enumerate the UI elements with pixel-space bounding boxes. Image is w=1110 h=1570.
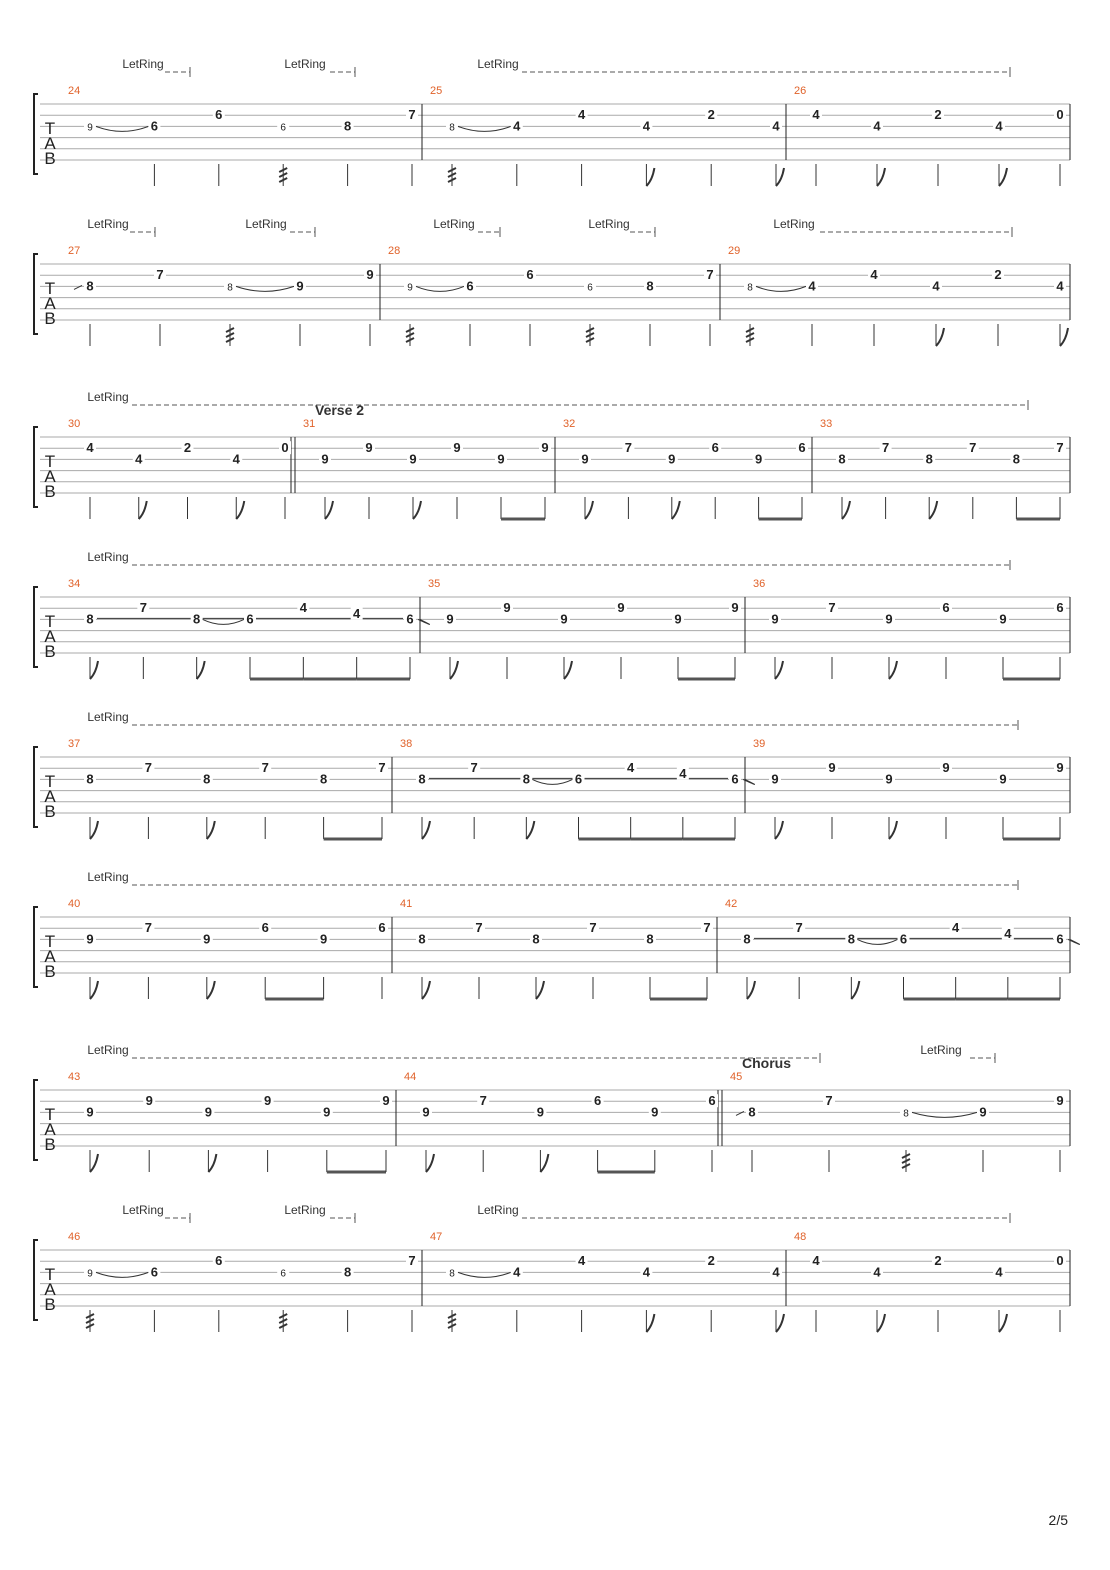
measure-number: 26	[794, 85, 807, 97]
note-flag	[207, 821, 215, 839]
fret-number: 7	[475, 920, 483, 936]
fret-number: 7	[156, 267, 164, 283]
fret-number: 6	[942, 600, 950, 616]
grace-fret-number: 9	[87, 122, 93, 134]
note-flag	[197, 661, 205, 679]
fret-number: 8	[838, 451, 846, 467]
system-bracket	[34, 94, 38, 174]
note-flag	[646, 168, 654, 186]
fret-number: 8	[646, 278, 654, 294]
let-ring-label: LetRing	[87, 217, 129, 231]
measure-number: 37	[68, 738, 81, 750]
fret-number: 8	[86, 611, 94, 627]
tie-arc	[416, 286, 464, 291]
fret-number: 9	[828, 760, 836, 776]
fret-number: 9	[86, 1104, 94, 1120]
let-ring-label: LetRing	[284, 1203, 326, 1217]
fret-number: 9	[319, 931, 328, 947]
measure-number: 31	[303, 418, 316, 430]
measure-number: 27	[68, 245, 81, 257]
tie-arc	[756, 286, 806, 291]
fret-number: 6	[711, 440, 719, 456]
fret-number: 6	[466, 278, 474, 294]
note-flag	[889, 821, 897, 839]
fret-number: 6	[899, 931, 908, 947]
fret-number: 6	[246, 611, 254, 627]
system-bracket	[34, 747, 38, 827]
fret-number: 9	[263, 1093, 272, 1109]
fret-number: 8	[193, 611, 201, 627]
tie-arc	[236, 286, 294, 291]
fret-number: 4	[577, 107, 586, 123]
let-ring-label: LetRing	[284, 57, 326, 71]
tie-arc	[912, 1112, 977, 1117]
note-flag	[236, 501, 244, 519]
fret-number: 6	[215, 1253, 223, 1269]
fret-number: 8	[532, 931, 540, 947]
fret-number: 2	[934, 1253, 942, 1269]
measure-number: 38	[400, 738, 413, 750]
fret-number: 4	[995, 1264, 1003, 1280]
fret-number: 8	[418, 771, 426, 787]
fret-number: 8	[646, 931, 654, 947]
fret-number: 9	[382, 1093, 390, 1109]
grace-fret-number: 9	[87, 1268, 93, 1280]
system-bracket	[34, 427, 38, 507]
fret-number: 8	[743, 931, 751, 947]
tab-clef-letter: A	[44, 787, 56, 806]
note-flag	[90, 981, 98, 999]
fret-number: 8	[418, 931, 426, 947]
fret-number: 4	[577, 1253, 586, 1269]
fret-number: 9	[422, 1104, 430, 1120]
tab-clef-letter: A	[44, 294, 56, 313]
note-flag	[776, 1314, 784, 1332]
fret-number: 9	[497, 451, 505, 467]
fret-number: 4	[642, 118, 651, 134]
fret-number: 4	[679, 765, 687, 781]
fret-number: 9	[323, 1104, 331, 1120]
grace-fret-number: 8	[449, 1268, 455, 1280]
fret-number: 4	[299, 600, 307, 616]
fret-number: 7	[881, 440, 890, 456]
tab-clef-letter: A	[44, 627, 56, 646]
let-ring-label: LetRing	[245, 217, 287, 231]
fret-number: 4	[772, 1264, 780, 1280]
fret-number: 0	[281, 440, 289, 456]
measure-number: 32	[563, 418, 576, 430]
fret-number: 4	[812, 107, 820, 123]
fret-number: 4	[873, 1264, 881, 1280]
fret-number: 9	[560, 611, 568, 627]
note-flag	[775, 821, 783, 839]
tab-clef-letter: B	[44, 1295, 56, 1314]
fret-number: 6	[574, 771, 583, 787]
fret-number: 8	[203, 771, 211, 787]
grace-fret-number: 8	[903, 1108, 909, 1120]
note-flag	[540, 1154, 548, 1172]
system-bracket	[34, 1240, 38, 1320]
note-flag	[851, 981, 859, 999]
tab-clef-letter: T	[44, 772, 56, 791]
fret-number: 2	[707, 1253, 715, 1269]
fret-number: 0	[1056, 107, 1064, 123]
measure-number: 36	[753, 578, 766, 590]
fret-number: 8	[343, 118, 352, 134]
fret-number: 9	[668, 451, 676, 467]
fret-number: 9	[503, 600, 511, 616]
let-ring-label: LetRing	[477, 1203, 519, 1217]
fret-number: 6	[798, 440, 806, 456]
fret-number: 8	[319, 771, 328, 787]
grace-fret-number: 8	[227, 282, 233, 294]
let-ring-label: LetRing	[477, 57, 519, 71]
tab-clef-letter: B	[44, 962, 56, 981]
measure-number: 47	[430, 1231, 443, 1243]
fret-number: 6	[378, 920, 386, 936]
fret-number: 2	[994, 267, 1002, 283]
fret-number: 4	[812, 1253, 820, 1269]
tab-clef-letter: T	[44, 279, 56, 298]
note-flag	[747, 981, 755, 999]
fret-number: 8	[343, 1264, 352, 1280]
note-flag	[672, 501, 680, 519]
fret-number: 6	[1056, 600, 1064, 616]
note-flag	[90, 661, 98, 679]
fret-number: 4	[1004, 925, 1012, 941]
tab-clef-letter: B	[44, 802, 56, 821]
fret-number: 9	[296, 278, 304, 294]
let-ring-label: LetRing	[87, 550, 129, 564]
fret-number: 9	[365, 440, 373, 456]
tab-clef-letter: B	[44, 1135, 56, 1154]
fret-number: 6	[150, 1264, 159, 1280]
fret-number: 7	[144, 760, 153, 776]
fret-number: 9	[581, 451, 589, 467]
tab-clef-letter: A	[44, 947, 56, 966]
fret-number: 4	[86, 440, 94, 456]
tab-clef-letter: T	[44, 932, 56, 951]
fret-number: 9	[731, 600, 739, 616]
note-flag	[536, 981, 544, 999]
fret-number: 6	[261, 920, 269, 936]
fret-number: 0	[1056, 1253, 1064, 1269]
fret-number: 4	[627, 760, 635, 776]
note-flag	[842, 501, 850, 519]
measure-number: 40	[68, 898, 81, 910]
grace-fret-number: 6	[587, 282, 593, 294]
fret-number: 9	[754, 451, 763, 467]
note-flag	[585, 501, 593, 519]
note-flag	[877, 168, 885, 186]
fret-number: 9	[617, 600, 625, 616]
let-ring-label: LetRing	[87, 870, 129, 884]
fret-number: 7	[703, 920, 711, 936]
fret-number: 6	[215, 107, 223, 123]
note-flag	[450, 661, 458, 679]
tab-clef-letter: T	[44, 1265, 56, 1284]
fret-number: 7	[378, 760, 386, 776]
measure-number: 34	[68, 578, 81, 590]
grace-fret-number: 6	[280, 1268, 286, 1280]
note-flag	[999, 1314, 1007, 1332]
fret-number: 8	[522, 771, 530, 787]
note-flag	[646, 1314, 654, 1332]
note-flag	[422, 821, 430, 839]
measure-number: 45	[730, 1071, 743, 1083]
tie-arc	[857, 939, 897, 944]
fret-number: 6	[731, 771, 739, 787]
fret-number: 4	[870, 267, 878, 283]
let-ring-label: LetRing	[122, 1203, 164, 1217]
note-flag	[889, 661, 897, 679]
fret-number: 4	[952, 920, 960, 936]
fret-number: 7	[479, 1093, 487, 1109]
fret-number: 9	[942, 760, 950, 776]
system-bracket	[34, 1080, 38, 1160]
fret-number: 9	[145, 1093, 153, 1109]
tab-clef-letter: B	[44, 642, 56, 661]
note-flag	[936, 328, 944, 346]
note-flag	[999, 168, 1007, 186]
measure-number: 44	[404, 1071, 417, 1083]
note-flag	[426, 1154, 434, 1172]
tab-clef-letter: A	[44, 134, 56, 153]
fret-number: 7	[706, 267, 714, 283]
note-flag	[139, 501, 147, 519]
fret-number: 9	[409, 451, 417, 467]
fret-number: 4	[808, 278, 816, 294]
grace-fret-number: 8	[747, 282, 753, 294]
fret-number: 2	[934, 107, 942, 123]
fret-number: 9	[321, 451, 329, 467]
fret-number: 6	[708, 1093, 716, 1109]
note-flag	[90, 1154, 98, 1172]
fret-number: 4	[1056, 278, 1064, 294]
fret-number: 7	[1056, 440, 1064, 456]
fret-number: 7	[825, 1093, 833, 1109]
tie-arc	[203, 619, 244, 624]
fret-number: 6	[406, 611, 414, 627]
tie-arc	[458, 1272, 511, 1277]
fret-number: 9	[541, 440, 549, 456]
fret-number: 6	[150, 118, 159, 134]
note-flag	[877, 1314, 885, 1332]
fret-number: 9	[366, 267, 374, 283]
fret-number: 9	[453, 440, 461, 456]
measure-number: 35	[428, 578, 441, 590]
measure-number: 48	[794, 1231, 807, 1243]
fret-number: 7	[408, 1253, 416, 1269]
fret-number: 6	[1056, 931, 1064, 947]
fret-number: 9	[536, 1104, 545, 1120]
fret-number: 7	[408, 107, 416, 123]
grace-fret-number: 9	[407, 282, 413, 294]
tab-clef-letter: B	[44, 309, 56, 328]
tab-clef-letter: T	[44, 119, 56, 138]
fret-number: 4	[772, 118, 780, 134]
let-ring-label: LetRing	[588, 217, 630, 231]
fret-number: 9	[885, 611, 893, 627]
note-flag	[1060, 328, 1068, 346]
section-label: Chorus	[742, 1055, 791, 1071]
fret-number: 4	[232, 451, 240, 467]
measure-number: 43	[68, 1071, 81, 1083]
fret-number: 4	[995, 118, 1003, 134]
let-ring-label: LetRing	[87, 390, 129, 404]
note-flag	[776, 168, 784, 186]
fret-number: 9	[999, 611, 1007, 627]
tie-arc	[96, 1272, 148, 1277]
fret-number: 7	[139, 600, 147, 616]
fret-number: 8	[847, 931, 855, 947]
fret-number: 8	[86, 771, 94, 787]
measure-number: 39	[753, 738, 766, 750]
tie-arc	[532, 779, 572, 784]
fret-number: 4	[513, 118, 521, 134]
let-ring-label: LetRing	[87, 1043, 129, 1057]
let-ring-label: LetRing	[920, 1043, 962, 1057]
fret-number: 8	[925, 451, 933, 467]
fret-number: 7	[144, 920, 153, 936]
system-bracket	[34, 587, 38, 667]
fret-number: 9	[885, 771, 893, 787]
tie-arc	[96, 126, 148, 131]
note-flag	[413, 501, 421, 519]
system-bracket	[34, 254, 38, 334]
page-number: 2/5	[1048, 1512, 1068, 1528]
fret-number: 7	[624, 440, 633, 456]
fret-number: 6	[526, 267, 534, 283]
note-flag	[325, 501, 333, 519]
measure-number: 46	[68, 1231, 81, 1243]
fret-number: 4	[135, 451, 143, 467]
fret-number: 4	[873, 118, 881, 134]
fret-number: 9	[1056, 1093, 1064, 1109]
note-flag	[775, 661, 783, 679]
fret-number: 4	[932, 278, 940, 294]
tab-clef-letter: T	[44, 612, 56, 631]
fret-number: 9	[86, 931, 94, 947]
fret-number: 7	[969, 440, 977, 456]
fret-number: 9	[1056, 760, 1064, 776]
measure-number: 25	[430, 85, 443, 97]
let-ring-label: LetRing	[87, 710, 129, 724]
fret-number: 9	[771, 771, 779, 787]
fret-number: 6	[593, 1093, 602, 1109]
measure-number: 41	[400, 898, 413, 910]
measure-number: 30	[68, 418, 81, 430]
fret-number: 8	[1012, 451, 1021, 467]
tab-clef-letter: B	[44, 482, 56, 501]
fret-number: 2	[183, 440, 192, 456]
note-flag	[526, 821, 534, 839]
fret-number: 9	[771, 611, 779, 627]
note-flag	[929, 501, 937, 519]
measure-number: 24	[68, 85, 81, 97]
fret-number: 8	[86, 278, 94, 294]
fret-number: 8	[748, 1104, 756, 1120]
fret-number: 7	[589, 920, 597, 936]
fret-number: 7	[261, 760, 269, 776]
fret-number: 4	[642, 1264, 651, 1280]
measure-number: 28	[388, 245, 401, 257]
let-ring-label: LetRing	[122, 57, 164, 71]
note-flag	[422, 981, 430, 999]
let-ring-label: LetRing	[433, 217, 475, 231]
measure-number: 33	[820, 418, 833, 430]
measure-number: 42	[725, 898, 738, 910]
system-bracket	[34, 907, 38, 987]
note-flag	[207, 981, 215, 999]
fret-number: 4	[353, 605, 361, 621]
fret-number: 4	[513, 1264, 521, 1280]
measure-number: 29	[728, 245, 741, 257]
grace-fret-number: 6	[280, 122, 286, 134]
tie-arc	[458, 126, 511, 131]
section-label: Verse 2	[315, 402, 365, 418]
fret-number: 9	[204, 1104, 213, 1120]
tab-clef-letter: A	[44, 1120, 56, 1139]
fret-number: 9	[651, 1104, 659, 1120]
tab-clef-letter: A	[44, 467, 56, 486]
fret-number: 9	[203, 931, 211, 947]
fret-number: 7	[828, 600, 836, 616]
fret-number: 7	[795, 920, 803, 936]
let-ring-label: LetRing	[773, 217, 815, 231]
tab-clef-letter: T	[44, 1105, 56, 1124]
note-flag	[208, 1154, 216, 1172]
tab-clef-letter: A	[44, 1280, 56, 1299]
note-flag	[564, 661, 572, 679]
fret-number: 9	[999, 771, 1007, 787]
fret-number: 7	[470, 760, 478, 776]
note-flag	[90, 821, 98, 839]
fret-number: 2	[707, 107, 715, 123]
grace-fret-number: 8	[449, 122, 455, 134]
fret-number: 9	[446, 611, 454, 627]
fret-number: 9	[979, 1104, 987, 1120]
tab-clef-letter: T	[44, 452, 56, 471]
fret-number: 9	[674, 611, 682, 627]
tab-clef-letter: B	[44, 149, 56, 168]
